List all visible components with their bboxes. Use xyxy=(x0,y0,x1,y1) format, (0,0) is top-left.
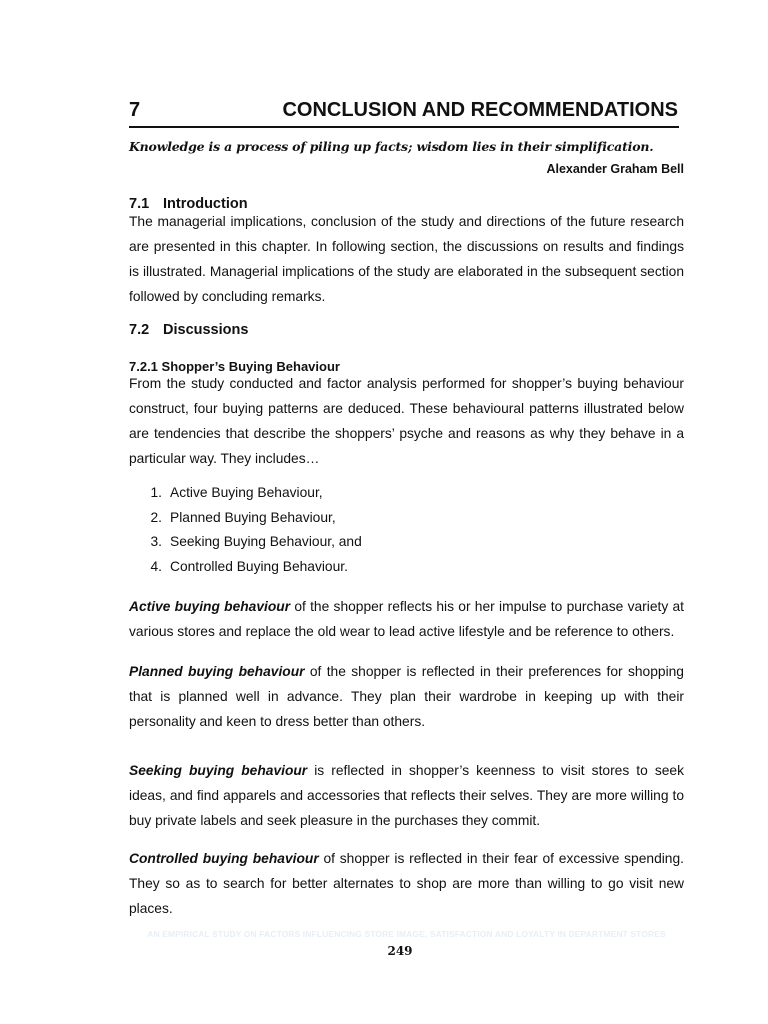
list-text: Controlled Buying Behaviour. xyxy=(170,558,348,574)
list-number: 2. xyxy=(150,509,162,525)
list-item xyxy=(129,481,362,506)
term-controlled: Controlled buying behaviour xyxy=(129,851,319,866)
paragraph-text: of the shopper reflects his or her impulse to purchase variety at various stores and replace the old wear to lead active lifestyle and be reference to others. xyxy=(129,599,684,639)
term-planned: Planned buying behaviour xyxy=(129,664,305,679)
introduction-paragraph: The managerial implications, conclusion of the study and directions of the future research are presented in this chapter. In following section, the discussions on results and findings is illustrated. Managerial implications of the study are elaborated in the subsequent section followed by concluding remarks. xyxy=(129,214,684,304)
list-number: 4. xyxy=(150,558,162,574)
planned-behaviour-paragraph xyxy=(129,659,684,734)
list-number: 3. xyxy=(150,534,162,549)
list-number: 1. xyxy=(150,485,162,500)
list-item xyxy=(129,506,362,531)
chapter-title: CONCLUSION AND RECOMMENDATIONS xyxy=(282,99,678,121)
behaviours-list xyxy=(129,481,362,579)
paragraph-text: of shopper is reflected in their fear of excessive spending. They so as to search for better alternates to shop are more than willing to go visit new places. xyxy=(129,851,684,916)
active-behaviour-paragraph xyxy=(129,594,684,644)
term-seeking: Seeking buying behaviour xyxy=(129,763,308,778)
chapter-heading xyxy=(129,98,679,128)
section-title: Introduction xyxy=(163,196,248,212)
section-number: 7.1 xyxy=(129,196,150,212)
paragraph-text: of the shopper is reflected in their preferences for shopping that is planned well in advance. They plan their wardrobe in keeping up with their personality and keen to dress better than others. xyxy=(129,664,684,729)
chapter-number: 7 xyxy=(129,99,141,121)
list-text: Active Buying Behaviour, xyxy=(170,485,323,500)
term-active: Active buying behaviour xyxy=(129,599,291,614)
shopper-paragraph: From the study conducted and factor analysis performed for shopper’s buying behaviour construct, four buying patterns are deduced. These behavioural patterns illustrated below are tendencies that describe the shoppers’ psyche and reasons as why they behave in a particular way. They includes… xyxy=(129,376,684,466)
page-number: 249 xyxy=(387,944,413,958)
subsection-title: Shopper’s Buying Behaviour xyxy=(161,359,340,374)
list-item xyxy=(129,555,362,580)
subsection-number: 7.2.1 xyxy=(129,359,158,374)
list-item xyxy=(129,530,362,555)
list-text: Planned Buying Behaviour, xyxy=(170,509,336,525)
controlled-behaviour-paragraph xyxy=(129,846,684,921)
list-text: Seeking Buying Behaviour, and xyxy=(170,534,362,549)
epigraph-author: Alexander Graham Bell xyxy=(546,162,684,176)
running-footer-title: AN EMPIRICAL STUDY ON FACTORS INFLUENCING STORE IMAGE, SATISFACTION AND LOYALTY IN DEPARTMENT STORES xyxy=(147,929,666,939)
epigraph-quote: Knowledge is a process of piling up facts; wisdom lies in their simplification. xyxy=(129,139,654,154)
seeking-behaviour-paragraph xyxy=(129,758,684,833)
section-number: 7.2 xyxy=(129,322,150,338)
section-title: Discussions xyxy=(163,322,249,338)
paragraph-text: is reflected in shopper’s keenness to visit stores to seek ideas, and find apparels and accessories that reflects their selves. They are more willing to buy private labels and seek pleasure in the purchases they commit. xyxy=(129,763,684,828)
section-heading-discussions xyxy=(129,322,248,338)
